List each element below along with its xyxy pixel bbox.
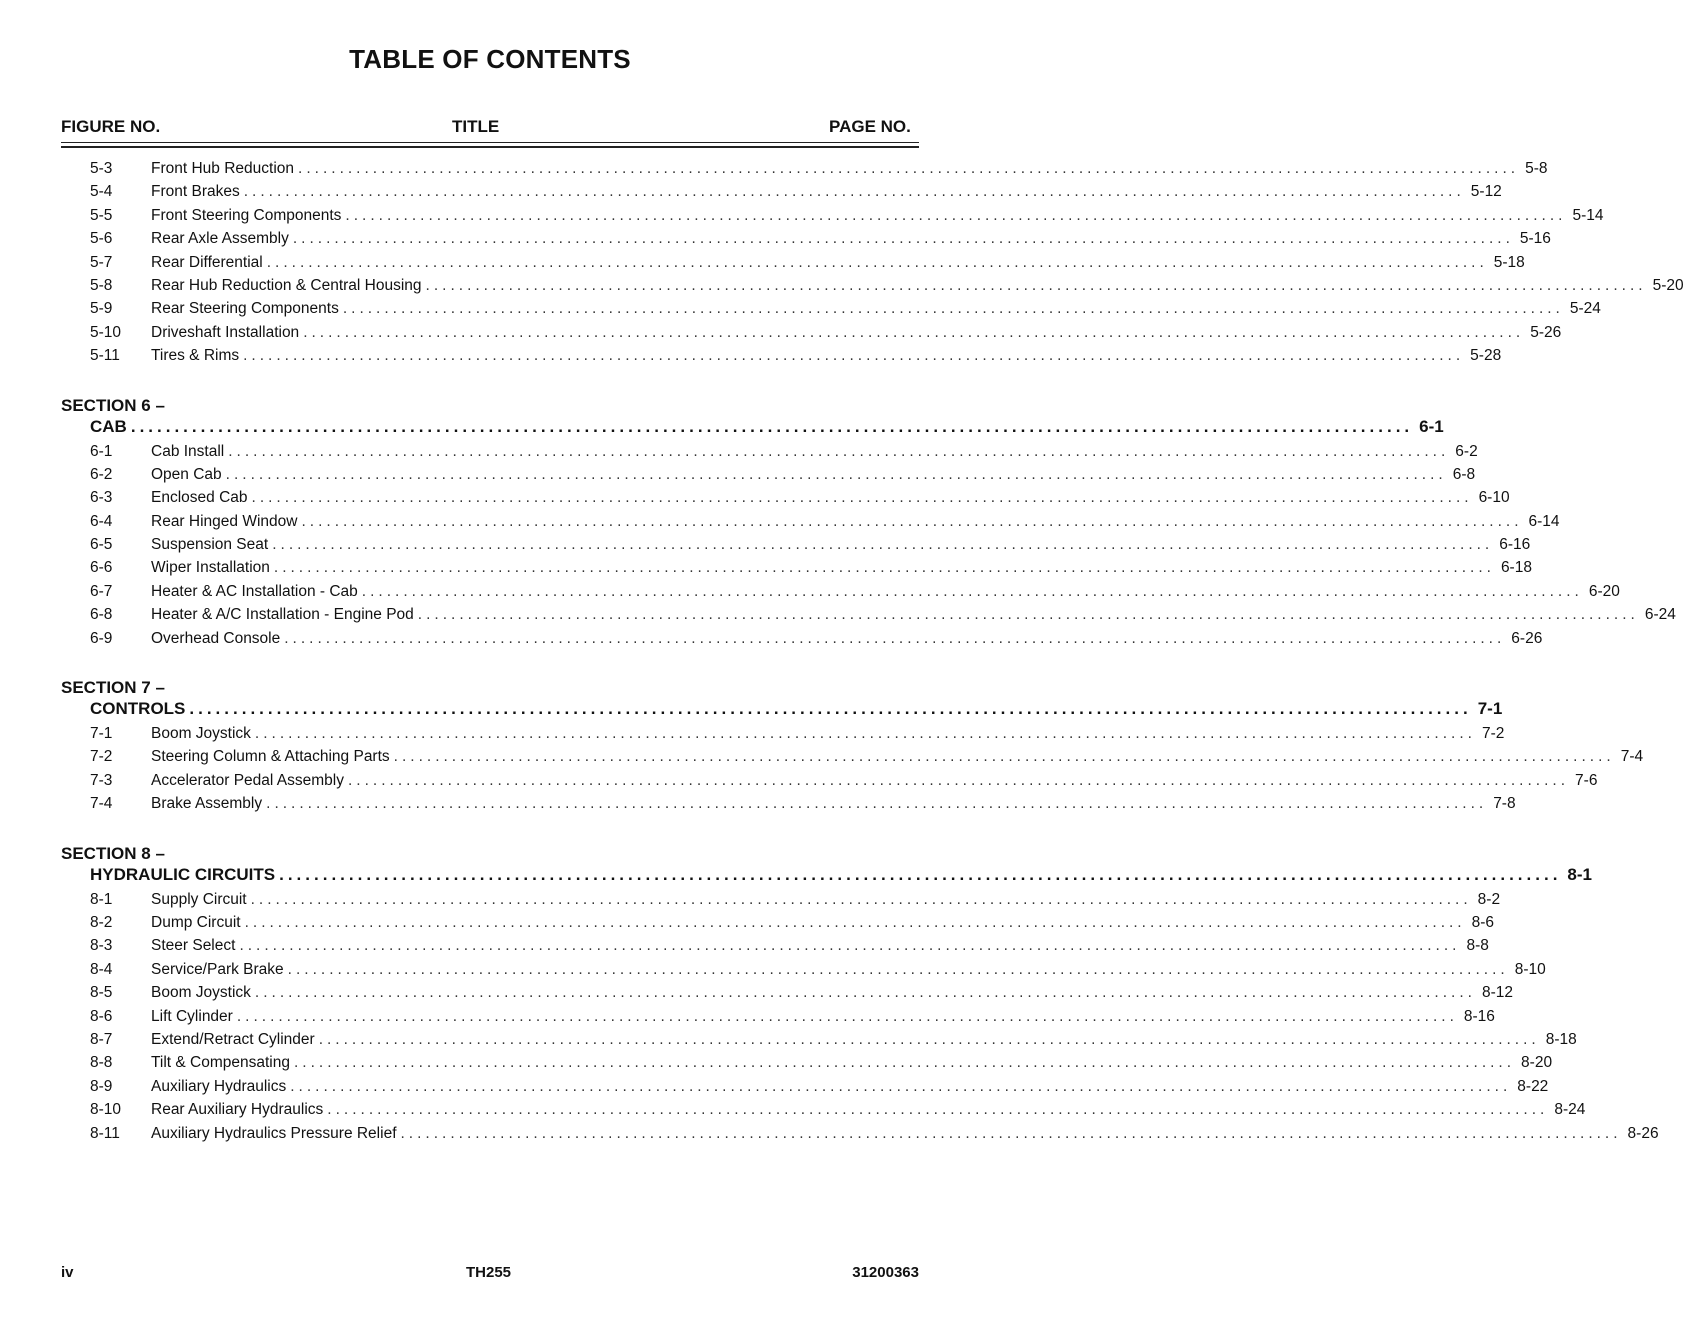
entry-page: 6-18 xyxy=(1500,559,1532,577)
toc-entry xyxy=(0,323,1562,347)
figure-number: 8-2 xyxy=(90,913,113,931)
toc-entry xyxy=(0,1101,1586,1124)
figure-number: 6-5 xyxy=(90,536,113,554)
entry-title: Heater & A/C Installation - Engine Pod xyxy=(151,606,414,624)
figure-number: 7-4 xyxy=(90,795,113,813)
toc-entry xyxy=(0,890,1501,914)
dot-leader: ................................................................................................................................................... xyxy=(130,416,1414,436)
column-header-title: TITLE xyxy=(452,117,500,136)
toc-entry xyxy=(0,230,1551,253)
entry-title: Rear Auxiliary Hydraulics xyxy=(151,1101,324,1119)
toc-entry xyxy=(0,771,1598,795)
entry-page: 7-8 xyxy=(1493,795,1516,813)
figure-number: 6-4 xyxy=(90,512,113,530)
entry-line xyxy=(151,606,1676,624)
figure-number: 5-9 xyxy=(90,300,113,318)
dot-leader: ................................................................................................................................................... xyxy=(243,183,1465,201)
entry-title: Dump Circuit xyxy=(151,913,241,931)
figure-number: 8-3 xyxy=(90,937,113,955)
section-heading xyxy=(0,864,1592,891)
figure-number: 6-7 xyxy=(90,582,113,600)
entry-title: Boom Joystick xyxy=(151,725,251,743)
entry-title: Extend/Retract Cylinder xyxy=(151,1030,315,1048)
toc-entry xyxy=(0,559,1532,582)
entry-page: 5-24 xyxy=(1569,300,1601,318)
entry-title: Rear Steering Components xyxy=(151,300,339,318)
entry-title: Auxiliary Hydraulics Pressure Relief xyxy=(151,1124,397,1142)
entry-line xyxy=(151,771,1598,790)
entry-line xyxy=(151,536,1531,554)
dot-leader: ................................................................................................................................................... xyxy=(189,699,1472,719)
figure-number: 6-2 xyxy=(90,465,113,483)
figure-number: 8-1 xyxy=(90,890,113,908)
dot-leader: ................................................................................................................................................... xyxy=(303,323,1525,341)
entry-line xyxy=(151,206,1604,225)
entry-page: 8-20 xyxy=(1521,1054,1553,1072)
dot-leader: ................................................................................................................................................... xyxy=(425,276,1647,294)
section-heading-line xyxy=(90,699,1503,719)
entry-title: Brake Assembly xyxy=(151,795,263,813)
dot-leader: ................................................................................................................................................... xyxy=(254,984,1476,1002)
column-header-figure: FIGURE NO. xyxy=(61,117,161,136)
entry-line xyxy=(151,1077,1549,1096)
figure-number: 6-6 xyxy=(90,559,113,577)
entry-line xyxy=(151,300,1601,318)
section-title: CONTROLS xyxy=(90,699,186,719)
entry-title: Tilt & Compensating xyxy=(151,1054,290,1072)
dot-leader: ................................................................................................................................................... xyxy=(417,606,1639,624)
dot-leader: ................................................................................................................................................... xyxy=(243,347,1465,365)
dot-leader: ................................................................................................................................................... xyxy=(298,160,1520,177)
section-title: CAB xyxy=(90,416,127,436)
toc-entry xyxy=(0,160,1548,183)
toc-entry xyxy=(0,276,1684,300)
dot-leader: ................................................................................................................................................... xyxy=(400,1124,1622,1142)
dot-leader: ................................................................................................................................................... xyxy=(228,442,1450,460)
entry-page: 8-2 xyxy=(1477,890,1501,908)
figure-number: 6-3 xyxy=(90,489,113,507)
entry-title: Heater & AC Installation - Cab xyxy=(151,582,358,600)
figure-number: 8-4 xyxy=(90,960,113,978)
entry-line xyxy=(151,890,1501,909)
entry-page: 8-22 xyxy=(1517,1077,1549,1095)
toc-entry xyxy=(0,606,1676,629)
dot-leader: ................................................................................................................................................... xyxy=(292,230,1514,248)
section-label: SECTION 8 – xyxy=(61,843,165,863)
dot-leader: ................................................................................................................................................... xyxy=(287,960,1509,978)
entry-title: Wiper Installation xyxy=(151,559,270,577)
section-page: 8-1 xyxy=(1567,864,1592,884)
toc-entry xyxy=(0,1007,1495,1031)
entry-title: Driveshaft Installation xyxy=(151,323,300,341)
figure-number: 5-11 xyxy=(90,347,120,365)
figure-number: 8-6 xyxy=(90,1007,113,1025)
entry-page: 8-16 xyxy=(1463,1007,1495,1025)
entry-line xyxy=(151,1101,1586,1119)
entry-title: Rear Hinged Window xyxy=(151,512,298,530)
toc-entry xyxy=(0,582,1620,606)
figure-number: 5-7 xyxy=(90,253,113,271)
toc-entry xyxy=(0,442,1478,466)
figure-number: 8-9 xyxy=(90,1077,113,1095)
entry-line xyxy=(151,347,1502,365)
toc-entry xyxy=(0,1077,1549,1101)
entry-line xyxy=(151,1054,1553,1072)
figure-number: 8-11 xyxy=(90,1124,120,1142)
entry-page: 8-8 xyxy=(1466,937,1489,955)
toc-entry xyxy=(0,536,1531,559)
figure-number: 6-9 xyxy=(90,629,113,647)
entry-title: Enclosed Cab xyxy=(151,489,248,507)
entry-line xyxy=(151,1007,1495,1026)
toc-entry xyxy=(0,984,1513,1007)
entry-page: 7-2 xyxy=(1481,725,1505,743)
section-heading xyxy=(0,699,1503,725)
toc-entry xyxy=(0,1124,1659,1148)
toc-entry xyxy=(0,629,1543,653)
entry-title: Auxiliary Hydraulics xyxy=(151,1077,287,1095)
toc-entry xyxy=(0,489,1510,512)
column-header-page: PAGE NO. xyxy=(829,117,911,136)
dot-leader: ................................................................................................................................................... xyxy=(393,748,1615,766)
entry-title: Rear Axle Assembly xyxy=(151,230,289,248)
entry-line xyxy=(151,1030,1577,1049)
figure-number: 8-8 xyxy=(90,1054,113,1072)
figure-number: 5-5 xyxy=(90,206,113,224)
entry-line xyxy=(151,183,1502,201)
section-page: 7-1 xyxy=(1477,699,1503,719)
entry-page: 8-24 xyxy=(1554,1101,1586,1119)
dot-leader: ................................................................................................................................................... xyxy=(225,465,1447,483)
toc-entry xyxy=(0,512,1560,536)
section-page: 6-1 xyxy=(1419,416,1444,436)
dot-leader: ................................................................................................................................................... xyxy=(239,937,1461,955)
figure-number: 5-8 xyxy=(90,276,113,294)
toc-entry xyxy=(0,253,1525,277)
entry-page: 6-2 xyxy=(1455,442,1478,460)
toc-entry xyxy=(0,725,1505,748)
toc-entry xyxy=(0,465,1476,489)
entry-line xyxy=(151,629,1543,648)
entry-page: 8-26 xyxy=(1627,1124,1659,1142)
figure-number: 6-8 xyxy=(90,606,113,624)
footer-document-number: 31200363 xyxy=(852,1264,919,1281)
entry-title: Rear Differential xyxy=(151,253,263,271)
dot-leader: ................................................................................................................................................... xyxy=(273,559,1495,577)
toc-entry xyxy=(0,795,1516,818)
entry-page: 6-16 xyxy=(1499,536,1531,554)
entry-title: Open Cab xyxy=(151,465,222,483)
entry-line xyxy=(151,795,1516,813)
entry-page: 8-10 xyxy=(1514,960,1546,978)
toc-entry xyxy=(0,183,1502,206)
entry-line xyxy=(151,748,1644,766)
figure-number: 5-3 xyxy=(90,160,113,177)
entry-title: Front Hub Reduction xyxy=(151,160,295,177)
entry-title: Steer Select xyxy=(151,937,236,955)
entry-line xyxy=(151,253,1525,272)
entry-title: Suspension Seat xyxy=(151,536,269,554)
toc-entry xyxy=(0,748,1644,771)
dot-leader: ................................................................................................................................................... xyxy=(236,1007,1458,1025)
entry-page: 6-26 xyxy=(1511,629,1543,647)
entry-page: 7-4 xyxy=(1620,748,1644,766)
section-title: HYDRAULIC CIRCUITS xyxy=(90,864,276,884)
entry-line xyxy=(151,276,1684,295)
toc-entry xyxy=(0,937,1489,960)
entry-title: Lift Cylinder xyxy=(151,1007,233,1025)
entry-line xyxy=(151,489,1510,507)
header-rule-thin xyxy=(61,142,919,143)
toc-entry xyxy=(0,960,1546,984)
section-label: SECTION 6 – xyxy=(61,395,165,415)
entry-line xyxy=(151,160,1548,178)
figure-number: 6-1 xyxy=(90,442,113,460)
dot-leader: ................................................................................................................................................... xyxy=(294,1054,1516,1072)
entry-title: Boom Joystick xyxy=(151,984,251,1002)
entry-page: 8-12 xyxy=(1481,984,1513,1002)
entry-line xyxy=(151,984,1513,1002)
entry-page: 7-6 xyxy=(1575,771,1598,789)
entry-title: Front Brakes xyxy=(151,183,240,201)
entry-line xyxy=(151,725,1505,743)
dot-leader: ................................................................................................................................................... xyxy=(250,890,1472,908)
toc-entry xyxy=(0,300,1601,323)
dot-leader: ................................................................................................................................................... xyxy=(347,771,1570,789)
entry-page: 5-26 xyxy=(1530,323,1562,341)
dot-leader: ................................................................................................................................................... xyxy=(244,913,1466,931)
section-spacer xyxy=(0,371,1024,395)
header-rule-thick xyxy=(61,146,919,148)
entry-page: 5-16 xyxy=(1519,230,1551,248)
entry-line xyxy=(151,442,1478,461)
entry-page: 6-10 xyxy=(1478,489,1510,507)
dot-leader: ................................................................................................................................................... xyxy=(266,253,1488,271)
section-spacer xyxy=(0,653,1024,677)
entry-page: 5-20 xyxy=(1652,276,1684,294)
entry-page: 8-18 xyxy=(1545,1030,1577,1048)
dot-leader: ................................................................................................................................................... xyxy=(266,795,1488,813)
figure-number: 8-10 xyxy=(90,1101,122,1119)
figure-number: 8-7 xyxy=(90,1030,113,1048)
dot-leader: ................................................................................................................................................... xyxy=(290,1077,1512,1095)
entry-page: 6-24 xyxy=(1644,606,1676,624)
toc-entry xyxy=(0,1054,1553,1077)
entry-page: 5-18 xyxy=(1493,253,1525,271)
toc-entry xyxy=(0,206,1604,230)
entry-page: 5-28 xyxy=(1470,347,1502,365)
entry-line xyxy=(151,960,1546,979)
entry-title: Rear Hub Reduction & Central Housing xyxy=(151,276,422,294)
figure-number: 8-5 xyxy=(90,984,113,1002)
entry-line xyxy=(151,937,1489,955)
entry-page: 5-12 xyxy=(1470,183,1502,201)
toc-body xyxy=(0,160,1684,1148)
entry-line xyxy=(151,512,1560,531)
entry-line xyxy=(151,323,1562,342)
dot-leader: ................................................................................................................................................... xyxy=(342,300,1564,318)
figure-number: 5-4 xyxy=(90,183,113,201)
entry-page: 8-6 xyxy=(1471,913,1495,931)
entry-line xyxy=(151,1124,1659,1143)
entry-line xyxy=(151,913,1495,932)
dot-leader: ................................................................................................................................................... xyxy=(345,206,1567,224)
dot-leader: ................................................................................................................................................... xyxy=(361,582,1583,600)
entry-title: Service/Park Brake xyxy=(151,960,284,978)
entry-page: 6-20 xyxy=(1588,582,1620,600)
entry-page: 5-8 xyxy=(1525,160,1548,177)
entry-title: Cab Install xyxy=(151,442,225,460)
entry-title: Tires & Rims xyxy=(151,347,240,365)
toc-entry xyxy=(0,347,1502,370)
footer-page-number: iv xyxy=(61,1264,74,1281)
section-heading-line xyxy=(90,864,1592,885)
figure-number: 5-6 xyxy=(90,230,113,248)
section-heading-line xyxy=(90,416,1444,437)
dot-leader: ................................................................................................................................................... xyxy=(301,512,1523,530)
entry-line xyxy=(151,582,1620,601)
entry-line xyxy=(151,230,1551,248)
dot-leader: ................................................................................................................................................... xyxy=(272,536,1494,554)
entry-title: Accelerator Pedal Assembly xyxy=(151,771,344,789)
dot-leader: ................................................................................................................................................... xyxy=(318,1030,1540,1048)
figure-number: 7-3 xyxy=(90,771,113,789)
dot-leader: ................................................................................................................................................... xyxy=(279,864,1562,884)
figure-number: 7-1 xyxy=(90,725,113,743)
entry-title: Steering Column & Attaching Parts xyxy=(151,748,390,766)
entry-title: Overhead Console xyxy=(151,629,281,647)
figure-number: 7-2 xyxy=(90,748,113,766)
toc-entry xyxy=(0,1030,1577,1054)
entry-title: Supply Circuit xyxy=(151,890,247,908)
entry-page: 5-14 xyxy=(1572,206,1604,224)
dot-leader: ................................................................................................................................................... xyxy=(251,489,1473,507)
dot-leader: ................................................................................................................................................... xyxy=(327,1101,1549,1119)
toc-entry xyxy=(0,913,1495,937)
figure-number: 5-10 xyxy=(90,323,122,341)
section-label: SECTION 7 – xyxy=(61,678,165,698)
entry-line xyxy=(151,465,1476,484)
section-spacer xyxy=(0,819,1024,843)
entry-page: 6-8 xyxy=(1452,465,1476,483)
footer-model: TH255 xyxy=(466,1264,512,1281)
entry-page: 6-14 xyxy=(1528,512,1560,530)
section-heading xyxy=(0,416,1444,443)
entry-title: Front Steering Components xyxy=(151,206,342,224)
dot-leader: ................................................................................................................................................... xyxy=(254,725,1476,743)
page-title: TABLE OF CONTENTS xyxy=(349,44,631,74)
dot-leader: ................................................................................................................................................... xyxy=(284,629,1506,647)
entry-line xyxy=(151,559,1532,577)
